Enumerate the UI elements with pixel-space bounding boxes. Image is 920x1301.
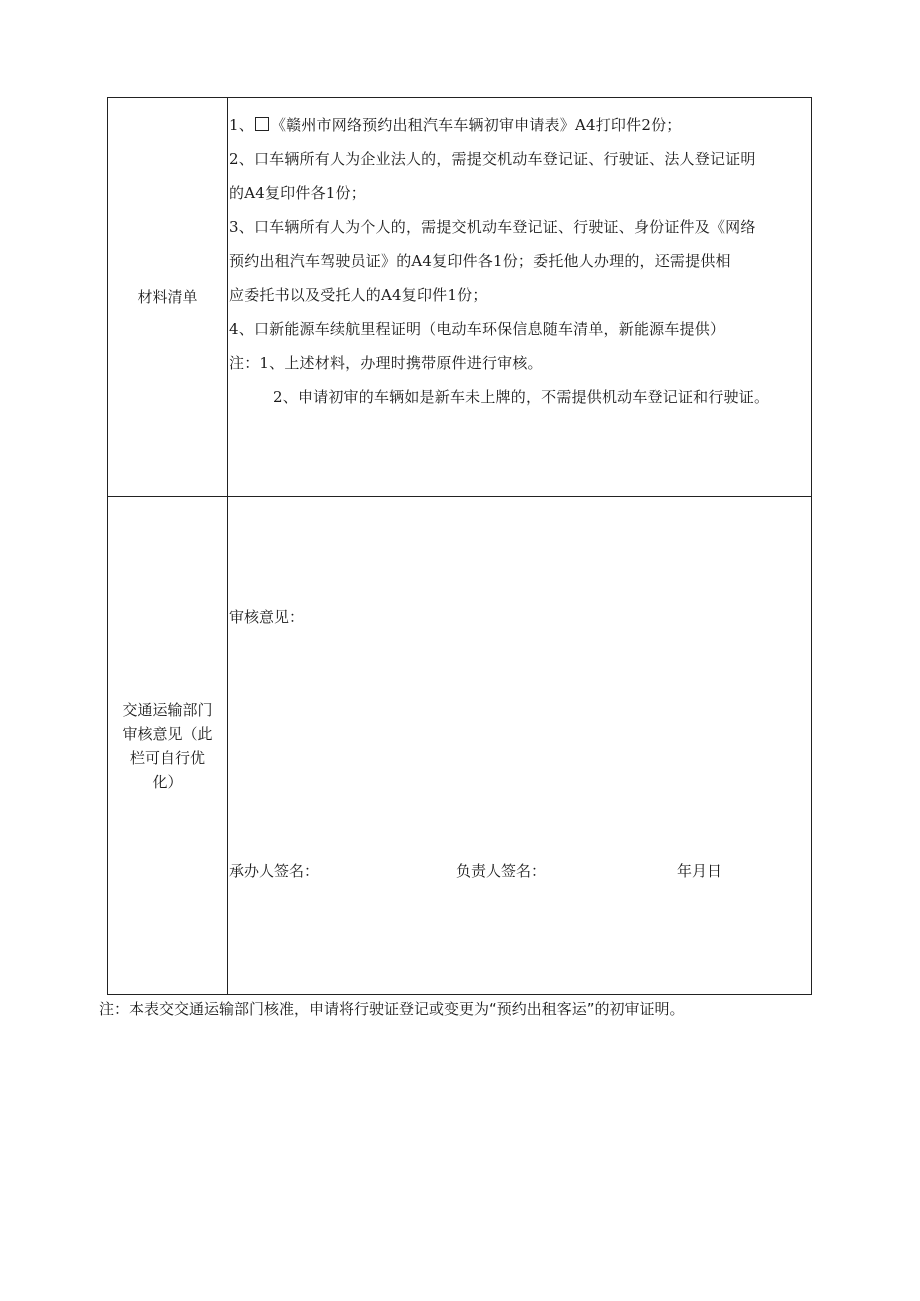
material-item-3-line-2: 预约出租汽车驾驶员证》的A4复印件各1份；委托他人办理的，还需提供相 — [229, 252, 731, 270]
review-opinion-label: 审核意见： — [229, 608, 305, 626]
review-label: 交通运输部门审核意见（此栏可自行优化） — [122, 701, 213, 791]
handler-signature-label: 承办人签名： — [229, 862, 320, 880]
material-item-1-number: 1、 — [229, 116, 254, 134]
approval-form-table — [107, 97, 812, 995]
material-item-4: 4、口新能源车续航里程证明（电动车环保信息随车清单，新能源车提供） — [229, 320, 726, 338]
review-content-cell — [229, 496, 813, 996]
leader-signature-label: 负责人签名： — [456, 862, 547, 880]
materials-note-1: 注：1、上述材料，办理时携带原件进行审核。 — [229, 354, 543, 372]
materials-label: 材料清单 — [137, 288, 198, 306]
material-item-3-line-3: 应委托书以及受托人的A4复印件1份； — [229, 286, 488, 304]
material-item-1-text: 《赣州市网络预约出租汽车车辆初审申请表》A4打印件2份； — [270, 116, 682, 134]
material-item-1 — [229, 108, 813, 142]
material-item-2-line-2: 的A4复印件各1份； — [229, 184, 366, 202]
form-footnote: 注：本表交交通运输部门核准，申请将行驶证登记或变更为“预约出租客运”的初审证明。 — [99, 1000, 685, 1018]
checkbox-icon[interactable] — [255, 117, 269, 131]
review-label-cell — [108, 496, 227, 996]
material-item-3-line-1: 3、口车辆所有人为个人的，需提交机动车登记证、行驶证、身份证件及《网络 — [229, 218, 756, 236]
materials-label-cell — [108, 98, 227, 496]
date-label: 年月日 — [677, 862, 723, 880]
material-item-2-line-1: 2、口车辆所有人为企业法人的，需提交机动车登记证、行驶证、法人登记证明 — [229, 150, 756, 168]
column-divider — [227, 98, 228, 994]
materials-list — [229, 108, 813, 414]
materials-note-2: 2、申请初审的车辆如是新车未上牌的，不需提供机动车登记证和行驶证。 — [273, 388, 770, 406]
